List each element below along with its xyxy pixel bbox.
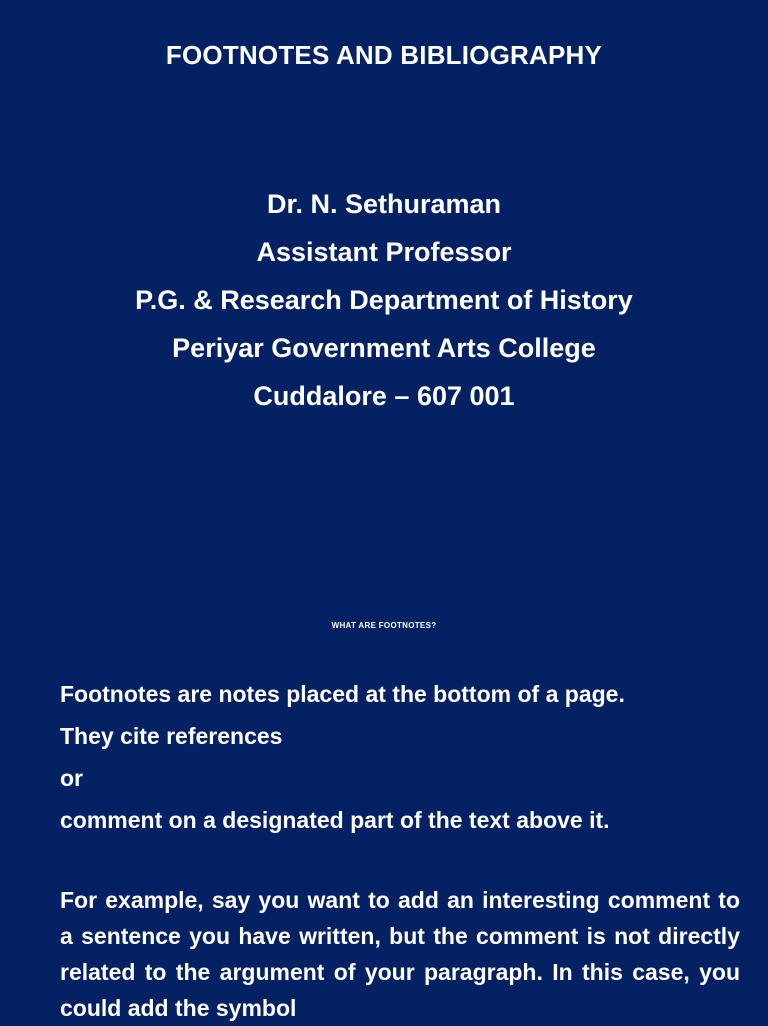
author-department: P.G. & Research Department of History [135, 285, 633, 315]
definition-line: or [60, 765, 83, 791]
author-name: Dr. N. Sethuraman [266, 189, 502, 219]
slide-title: FOOTNOTES AND BIBLIOGRAPHY [165, 40, 603, 70]
author-location: Cuddalore – 607 001 [253, 381, 515, 411]
definition-line: Footnotes are notes placed at the bottom of a page. [60, 681, 625, 707]
author-designation: Assistant Professor [256, 237, 512, 267]
definition-lines [60, 673, 740, 841]
example-paragraph: For example, say you want to add an interesting comment to a sentence you have written, but the comment is not directly related to the argument of your paragraph. In this case, you could add the symbol [60, 887, 740, 1021]
content-slide [0, 600, 768, 1024]
definition-line: comment on a designated part of the text above it. [60, 807, 610, 833]
author-block [0, 180, 768, 420]
section-heading: WHAT ARE FOOTNOTES? [331, 621, 437, 630]
author-college: Periyar Government Arts College [172, 333, 596, 363]
definition-line: They cite references [60, 723, 283, 749]
